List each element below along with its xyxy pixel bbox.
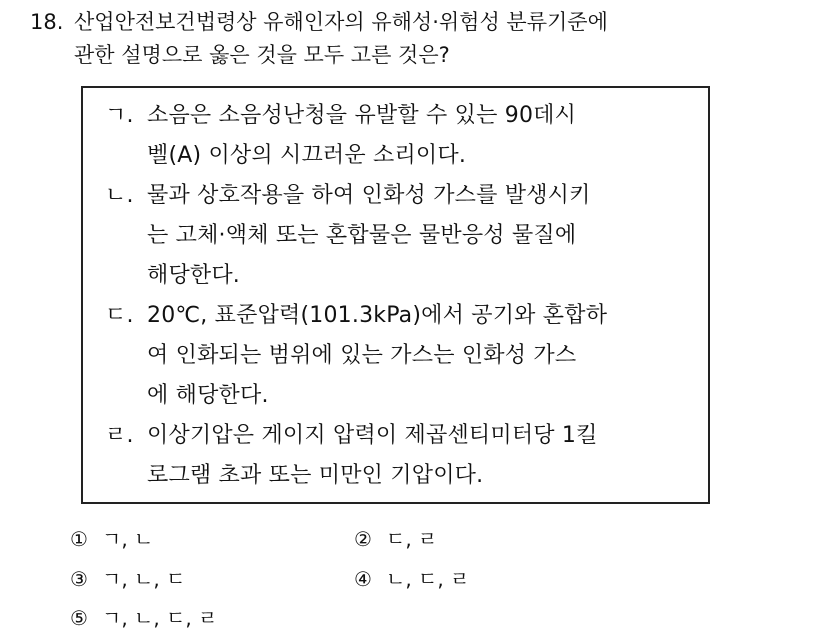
statement-text: 는 고체·액체 또는 혼합물은 물반응성 물질에 <box>147 223 577 248</box>
choice-marker: ① <box>70 527 88 551</box>
question-stem <box>30 6 800 72</box>
statement-item-rieul <box>105 416 698 496</box>
choice-5[interactable] <box>70 604 217 632</box>
choice-text: ㄷ, ㄹ <box>386 527 438 551</box>
statement-item-giyeok <box>105 96 698 176</box>
choice-1[interactable] <box>70 525 153 553</box>
statement-label: ㄴ. <box>105 183 134 208</box>
question-line-1 <box>30 6 800 39</box>
question-text-2: 관한 설명으로 옳은 것을 모두 고른 것은? <box>74 43 450 67</box>
statement-text: 물과 상호작용을 하여 인화성 가스를 발생시키 <box>147 183 591 208</box>
choice-text: ㄱ, ㄴ, ㄷ, ㄹ <box>102 606 218 630</box>
statement-label: ㄱ. <box>105 103 134 128</box>
choice-marker: ② <box>354 527 372 551</box>
statement-item-nieun <box>105 176 698 296</box>
choice-3[interactable] <box>70 565 185 593</box>
choice-text: ㄱ, ㄴ, ㄷ <box>102 567 186 591</box>
choice-text: ㄱ, ㄴ <box>102 527 154 551</box>
statement-box <box>81 86 710 504</box>
question-text-1: 산업안전보건법령상 유해인자의 유해성·위험성 분류기준에 <box>74 10 608 34</box>
statement-text: 이상기압은 게이지 압력이 제곱센티미터당 1킬 <box>147 423 598 448</box>
statement-item-digeut <box>105 296 698 416</box>
choice-marker: ④ <box>354 567 372 591</box>
choice-4[interactable] <box>354 565 469 593</box>
choice-marker: ③ <box>70 567 88 591</box>
statement-text: 여 인화되는 범위에 있는 가스는 인화성 가스 <box>147 343 577 368</box>
statement-text: 벨(A) 이상의 시끄러운 소리이다. <box>147 143 467 168</box>
statement-label: ㄷ. <box>105 303 134 328</box>
choice-2[interactable] <box>354 525 437 553</box>
statement-text: 로그램 초과 또는 미만인 기압이다. <box>147 463 484 488</box>
statement-label: ㄹ. <box>105 423 134 448</box>
question-number: 18. <box>30 10 64 34</box>
choice-text: ㄴ, ㄷ, ㄹ <box>386 567 470 591</box>
statement-text: 소음은 소음성난청을 유발할 수 있는 90데시 <box>147 103 577 128</box>
statement-text: 에 해당한다. <box>147 383 269 408</box>
statement-text: 20℃, 표준압력(101.3kPa)에서 공기와 혼합하 <box>147 303 608 328</box>
choice-marker: ⑤ <box>70 606 88 630</box>
statement-text: 해당한다. <box>147 263 241 288</box>
